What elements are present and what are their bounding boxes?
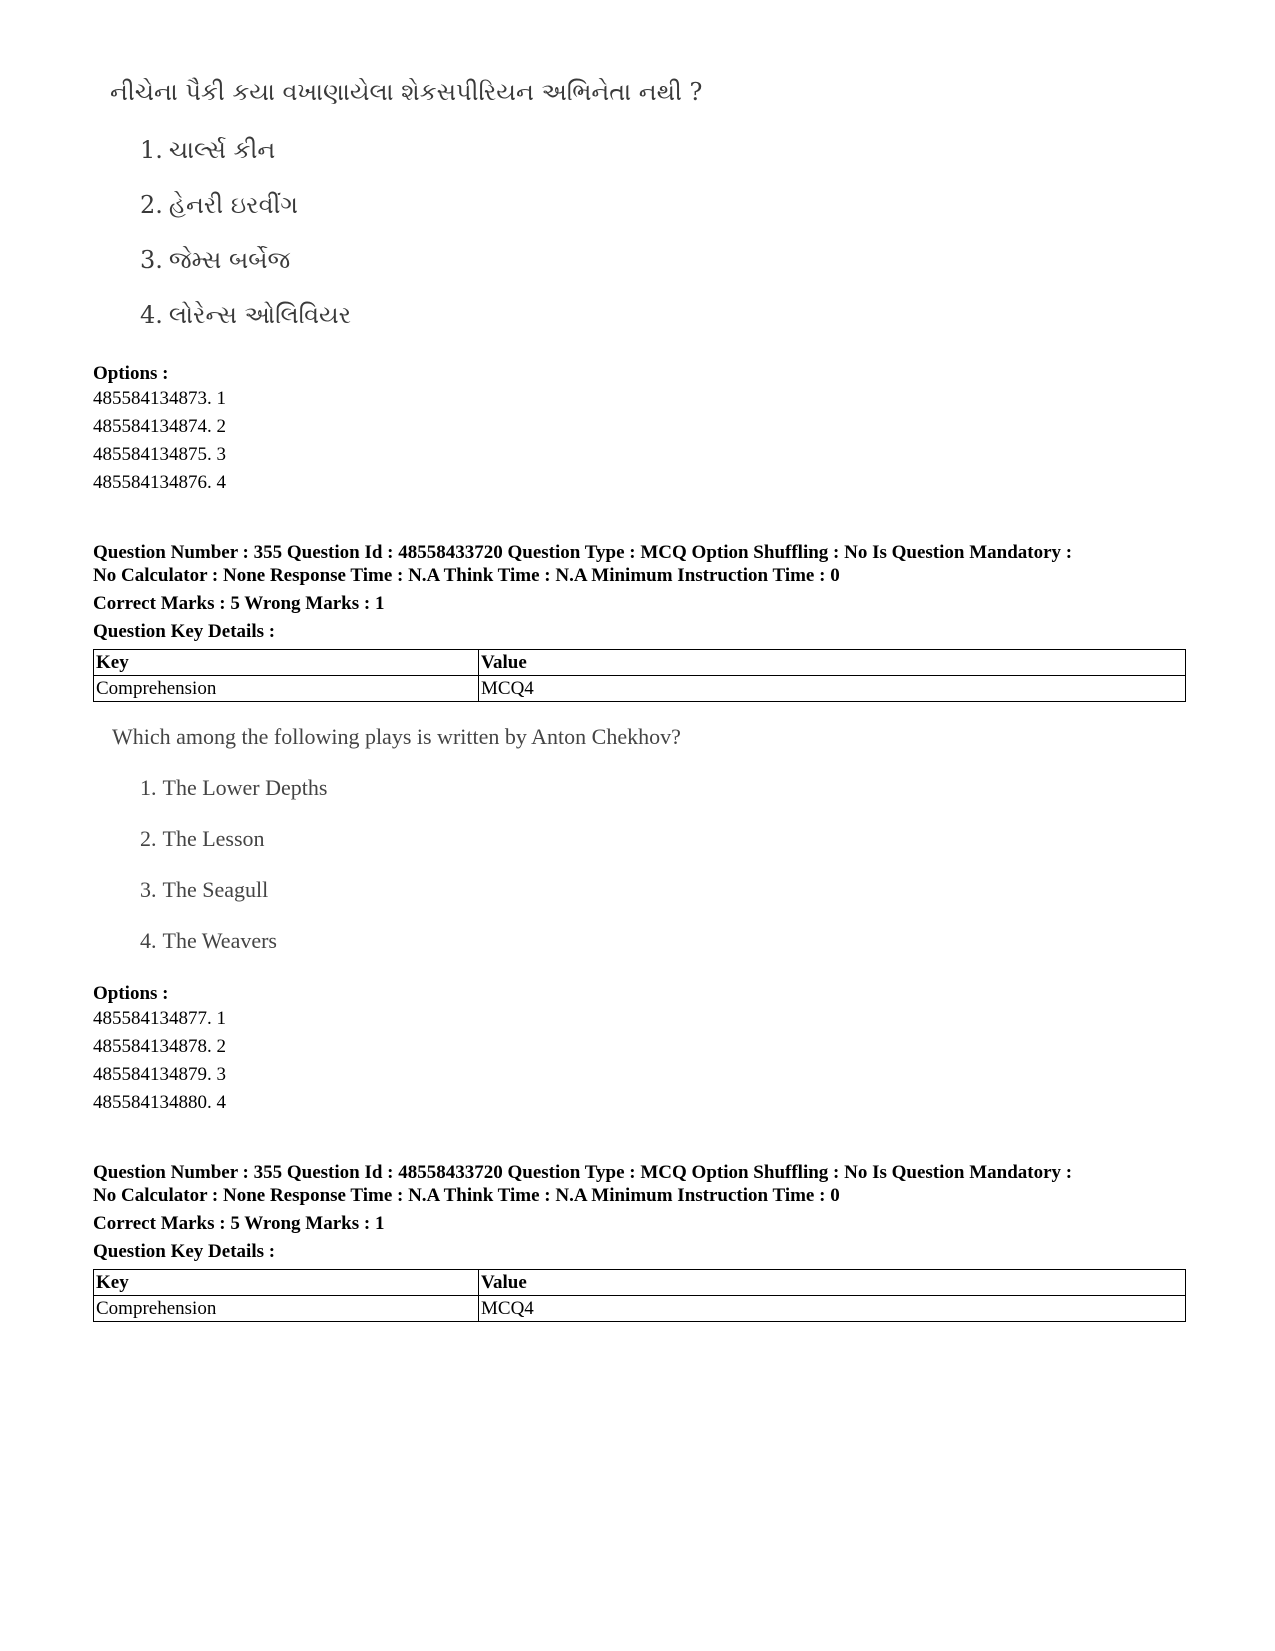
key-details-table	[93, 649, 1186, 702]
table-cell-value: MCQ4	[479, 1296, 1186, 1322]
question-meta-line: No Calculator : None Response Time : N.A Think Time : N.A Minimum Instruction Time : 0	[93, 1185, 840, 1206]
option-id: 485584134880. 4	[93, 1092, 226, 1113]
options-label: Options :	[93, 983, 169, 1004]
question-meta-line: Question Number : 355 Question Id : 48558433720 Question Type : MCQ Option Shuffling : No Is Question Mandatory :	[93, 1162, 1073, 1183]
question-text: Which among the following plays is written by Anton Chekhov?	[112, 724, 681, 749]
option-id: 485584134873. 1	[93, 388, 226, 409]
marks-line: Correct Marks : 5 Wrong Marks : 1	[93, 593, 385, 614]
option-id: 485584134878. 2	[93, 1036, 226, 1057]
option-id: 485584134876. 4	[93, 472, 226, 493]
options-label: Options :	[93, 363, 169, 384]
question-option: 2. The Lesson	[140, 826, 265, 851]
key-details-label: Question Key Details :	[93, 621, 276, 642]
question-option: 2. હેનરી ઇરવીંગ	[140, 191, 298, 219]
key-details-label: Question Key Details :	[93, 1241, 276, 1262]
option-id-list	[93, 1005, 226, 1117]
question-text: નીચેના પૈકી કયા વખાણાયેલા શેકસપીરિયન અભિનેતા નથી ?	[110, 78, 703, 106]
question-meta	[93, 541, 1183, 587]
question-option: 4. The Weavers	[140, 928, 277, 953]
marks-line: Correct Marks : 5 Wrong Marks : 1	[93, 1213, 385, 1234]
table-header-value: Value	[479, 650, 1186, 676]
question-option: 3. The Seagull	[140, 877, 269, 902]
table-header-value: Value	[479, 1270, 1186, 1296]
table-row	[94, 676, 1186, 702]
table-header-row	[94, 650, 1186, 676]
question-meta-line: Question Number : 355 Question Id : 48558433720 Question Type : MCQ Option Shuffling : No Is Question Mandatory :	[93, 542, 1073, 563]
table-row	[94, 1296, 1186, 1322]
question-meta	[93, 1161, 1183, 1207]
question-option: 3. જેમ્સ બર્બેજ	[140, 246, 291, 274]
question-option: 1. ચાર્લ્સ કીન	[140, 136, 276, 164]
table-header-row	[94, 1270, 1186, 1296]
option-id: 485584134877. 1	[93, 1008, 226, 1029]
table-header-key: Key	[94, 650, 479, 676]
question-meta-line: No Calculator : None Response Time : N.A Think Time : N.A Minimum Instruction Time : 0	[93, 565, 840, 586]
table-cell-key: Comprehension	[94, 1296, 479, 1322]
question-option: 4. લોરેન્સ ઓલિવિયર	[140, 301, 352, 329]
key-details-table	[93, 1269, 1186, 1322]
question-image-gujarati	[110, 78, 810, 348]
option-id: 485584134875. 3	[93, 444, 226, 465]
table-cell-key: Comprehension	[94, 676, 479, 702]
question-option: 1. The Lower Depths	[140, 775, 328, 800]
question-image-english	[112, 724, 812, 964]
table-cell-value: MCQ4	[479, 676, 1186, 702]
option-id: 485584134879. 3	[93, 1064, 226, 1085]
option-id: 485584134874. 2	[93, 416, 226, 437]
table-header-key: Key	[94, 1270, 479, 1296]
option-id-list	[93, 385, 226, 497]
